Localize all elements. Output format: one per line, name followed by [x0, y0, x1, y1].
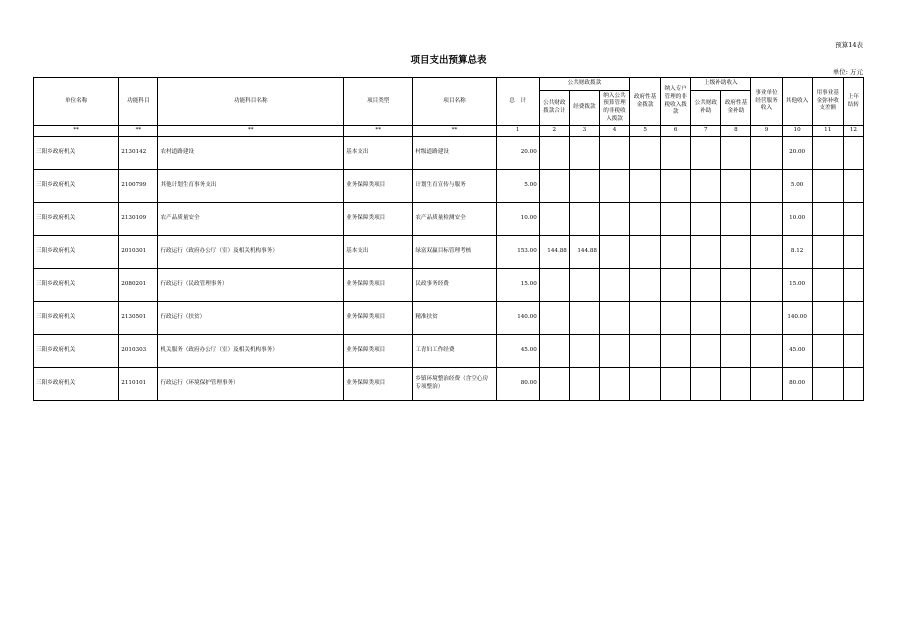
cell-gov-fund: [630, 203, 661, 236]
cell-proj-type: 业务保障类项目: [344, 368, 413, 401]
cell-gov-fund: [630, 236, 661, 269]
cell-upper-public: [691, 335, 721, 368]
cell-upper-fund: [721, 203, 751, 236]
cell-proj-type: 基本支出: [344, 137, 413, 170]
cell-service-income: [751, 302, 782, 335]
cell-enterprise-fund: [812, 335, 843, 368]
cell-proj-type: 业务保障类项目: [344, 269, 413, 302]
cell-func-code: 2130142: [119, 137, 158, 170]
cell-upper-fund: [721, 302, 751, 335]
header-gov-fund: 政府性基金拨款: [630, 78, 661, 126]
index-cell: 5: [630, 126, 661, 137]
cell-incl-public: [599, 236, 629, 269]
index-cell: **: [344, 126, 413, 137]
cell-other-income: 20.00: [782, 137, 812, 170]
cell-special-account: [661, 236, 691, 269]
table-row: [34, 137, 864, 170]
index-cell: 10: [782, 126, 812, 137]
cell-proj-type: 业务保障类项目: [344, 203, 413, 236]
cell-funds: [569, 170, 599, 203]
budget-table: [33, 77, 864, 401]
index-cell: 7: [691, 126, 721, 137]
cell-func-code: 2080201: [119, 269, 158, 302]
cell-unit-name: 三阳乡政府机关: [34, 269, 119, 302]
cell-enterprise-fund: [812, 170, 843, 203]
cell-total: 20.00: [496, 137, 539, 170]
cell-gov-fund: [630, 170, 661, 203]
cell-func-name: 行政运行（民政管理事务）: [158, 269, 344, 302]
cell-funds: 144.88: [569, 236, 599, 269]
cell-funds: [569, 302, 599, 335]
cell-enterprise-fund: [812, 269, 843, 302]
cell-unit-name: 三阳乡政府机关: [34, 137, 119, 170]
cell-total: 10.00: [496, 203, 539, 236]
cell-proj-name: 计划生育宣传与服务: [413, 170, 496, 203]
index-cell: 9: [751, 126, 782, 137]
cell-proj-type: 业务保障类项目: [344, 302, 413, 335]
cell-service-income: [751, 269, 782, 302]
cell-public-subtotal: [539, 170, 569, 203]
header-service-income: 事业单位经营服务收入: [751, 78, 782, 126]
table-row: [34, 269, 864, 302]
cell-unit-name: 三阳乡政府机关: [34, 335, 119, 368]
index-cell: **: [34, 126, 119, 137]
cell-public-subtotal: 144.88: [539, 236, 569, 269]
cell-gov-fund: [630, 302, 661, 335]
header-funds: 经费拨款: [569, 91, 599, 126]
cell-total: 153.00: [496, 236, 539, 269]
index-cell: 4: [599, 126, 629, 137]
cell-public-subtotal: [539, 302, 569, 335]
cell-service-income: [751, 368, 782, 401]
index-cell: 6: [661, 126, 691, 137]
cell-special-account: [661, 269, 691, 302]
cell-service-income: [751, 236, 782, 269]
cell-upper-public: [691, 236, 721, 269]
header-special-account: 纳入专户管理的非税收入拨款: [661, 78, 691, 126]
cell-enterprise-fund: [812, 302, 843, 335]
cell-funds: [569, 335, 599, 368]
index-cell: 1: [496, 126, 539, 137]
cell-func-code: 2010303: [119, 335, 158, 368]
header-upper-group: 上级补助收入: [691, 78, 751, 91]
cell-last-year: [843, 302, 863, 335]
cell-gov-fund: [630, 269, 661, 302]
cell-upper-fund: [721, 368, 751, 401]
index-cell: **: [158, 126, 344, 137]
cell-func-code: 2110101: [119, 368, 158, 401]
cell-incl-public: [599, 302, 629, 335]
cell-upper-public: [691, 302, 721, 335]
cell-gov-fund: [630, 335, 661, 368]
cell-public-subtotal: [539, 269, 569, 302]
cell-public-subtotal: [539, 203, 569, 236]
cell-proj-type: 基本支出: [344, 236, 413, 269]
cell-other-income: 15.00: [782, 269, 812, 302]
cell-last-year: [843, 203, 863, 236]
index-cell: **: [119, 126, 158, 137]
cell-service-income: [751, 335, 782, 368]
header-incl-public: 纳入公共预算管理的非税收入拨款: [599, 91, 629, 126]
header-total: 总 计: [496, 78, 539, 126]
cell-func-name: 行政运行（政府办公厅（室）及相关机构事务）: [158, 236, 344, 269]
cell-gov-fund: [630, 137, 661, 170]
cell-other-income: 80.00: [782, 368, 812, 401]
cell-unit-name: 三阳乡政府机关: [34, 368, 119, 401]
cell-funds: [569, 203, 599, 236]
cell-upper-public: [691, 170, 721, 203]
index-row: [34, 126, 864, 137]
cell-last-year: [843, 368, 863, 401]
cell-last-year: [843, 269, 863, 302]
cell-proj-type: 业务保障类项目: [344, 335, 413, 368]
table-row: [34, 335, 864, 368]
cell-incl-public: [599, 368, 629, 401]
cell-special-account: [661, 368, 691, 401]
cell-special-account: [661, 203, 691, 236]
cell-func-name: 行政运行（环境保护管理事务）: [158, 368, 344, 401]
cell-upper-fund: [721, 236, 751, 269]
table-header: [34, 78, 864, 137]
table-number-label: 预算14表: [835, 41, 863, 49]
cell-proj-type: 业务保障类项目: [344, 170, 413, 203]
cell-other-income: 45.00: [782, 335, 812, 368]
header-enterprise-fund: 用事业基金弥补收支差额: [812, 78, 843, 126]
cell-special-account: [661, 170, 691, 203]
page-title: 项目支出预算总表: [410, 55, 487, 66]
cell-total: 80.00: [496, 368, 539, 401]
cell-func-code: 2130109: [119, 203, 158, 236]
cell-func-code: 2010301: [119, 236, 158, 269]
cell-upper-fund: [721, 170, 751, 203]
cell-enterprise-fund: [812, 203, 843, 236]
cell-special-account: [661, 335, 691, 368]
cell-incl-public: [599, 170, 629, 203]
cell-last-year: [843, 170, 863, 203]
cell-service-income: [751, 170, 782, 203]
cell-enterprise-fund: [812, 236, 843, 269]
cell-proj-name: 村级道路建设: [413, 137, 496, 170]
header-upper-public: 公共财政补助: [691, 91, 721, 126]
cell-incl-public: [599, 269, 629, 302]
cell-proj-name: 工青妇工作经费: [413, 335, 496, 368]
header-proj-type: 项目类型: [344, 78, 413, 126]
cell-other-income: 8.12: [782, 236, 812, 269]
header-unit-name: 单位名称: [34, 78, 119, 126]
cell-func-name: 农产品质量安全: [158, 203, 344, 236]
index-cell: 2: [539, 126, 569, 137]
cell-proj-name: 乡镇环境整治经费（含空心房专项整治）: [413, 368, 496, 401]
cell-func-code: 2130501: [119, 302, 158, 335]
table-row: [34, 203, 864, 236]
header-public-subtotal: 公共财政拨款合计: [539, 91, 569, 126]
cell-last-year: [843, 137, 863, 170]
index-cell: 11: [812, 126, 843, 137]
cell-proj-name: 农产品质量检测安全: [413, 203, 496, 236]
cell-upper-fund: [721, 137, 751, 170]
cell-func-name: 农村道路建设: [158, 137, 344, 170]
cell-last-year: [843, 335, 863, 368]
unit-label: 单位: 万元: [832, 68, 863, 76]
header-proj-name: 项目名称: [413, 78, 496, 126]
cell-incl-public: [599, 335, 629, 368]
header-other-income: 其他收入: [782, 78, 812, 126]
cell-unit-name: 三阳乡政府机关: [34, 236, 119, 269]
table-body: [34, 137, 864, 401]
cell-incl-public: [599, 137, 629, 170]
cell-last-year: [843, 236, 863, 269]
cell-funds: [569, 137, 599, 170]
cell-service-income: [751, 137, 782, 170]
cell-unit-name: 三阳乡政府机关: [34, 170, 119, 203]
cell-other-income: 140.00: [782, 302, 812, 335]
cell-upper-fund: [721, 269, 751, 302]
cell-enterprise-fund: [812, 137, 843, 170]
cell-funds: [569, 368, 599, 401]
index-cell: 3: [569, 126, 599, 137]
cell-public-subtotal: [539, 335, 569, 368]
cell-other-income: 10.00: [782, 203, 812, 236]
cell-public-subtotal: [539, 368, 569, 401]
cell-total: 140.00: [496, 302, 539, 335]
cell-unit-name: 三阳乡政府机关: [34, 203, 119, 236]
table-row: [34, 170, 864, 203]
header-public-group: 公共财政拨款: [539, 78, 629, 91]
index-cell: 8: [721, 126, 751, 137]
cell-func-name: 其他计划生育事务支出: [158, 170, 344, 203]
header-upper-fund: 政府性基金补助: [721, 91, 751, 126]
cell-incl-public: [599, 203, 629, 236]
header-func-name: 功能科目名称: [158, 78, 344, 126]
cell-proj-name: 精准扶贫: [413, 302, 496, 335]
cell-upper-public: [691, 137, 721, 170]
cell-func-name: 行政运行（扶贫）: [158, 302, 344, 335]
cell-upper-public: [691, 368, 721, 401]
cell-func-code: 2100799: [119, 170, 158, 203]
cell-func-name: 机关服务（政府办公厅（室）及相关机构事务）: [158, 335, 344, 368]
cell-public-subtotal: [539, 137, 569, 170]
header-func-code: 功能科目: [119, 78, 158, 126]
cell-total: 5.00: [496, 170, 539, 203]
cell-funds: [569, 269, 599, 302]
table-row: [34, 236, 864, 269]
cell-other-income: 5.00: [782, 170, 812, 203]
cell-unit-name: 三阳乡政府机关: [34, 302, 119, 335]
cell-special-account: [661, 137, 691, 170]
table-row: [34, 368, 864, 401]
index-cell: **: [413, 126, 496, 137]
cell-total: 15.00: [496, 269, 539, 302]
cell-upper-public: [691, 203, 721, 236]
index-cell: 12: [843, 126, 863, 137]
cell-enterprise-fund: [812, 368, 843, 401]
cell-proj-name: 民政事务经费: [413, 269, 496, 302]
table-row: [34, 302, 864, 335]
cell-upper-fund: [721, 335, 751, 368]
cell-gov-fund: [630, 368, 661, 401]
cell-service-income: [751, 203, 782, 236]
cell-upper-public: [691, 269, 721, 302]
cell-proj-name: 绿富双赢目标管理考核: [413, 236, 496, 269]
cell-total: 45.00: [496, 335, 539, 368]
cell-special-account: [661, 302, 691, 335]
header-last-year: 上年结转: [843, 78, 863, 126]
